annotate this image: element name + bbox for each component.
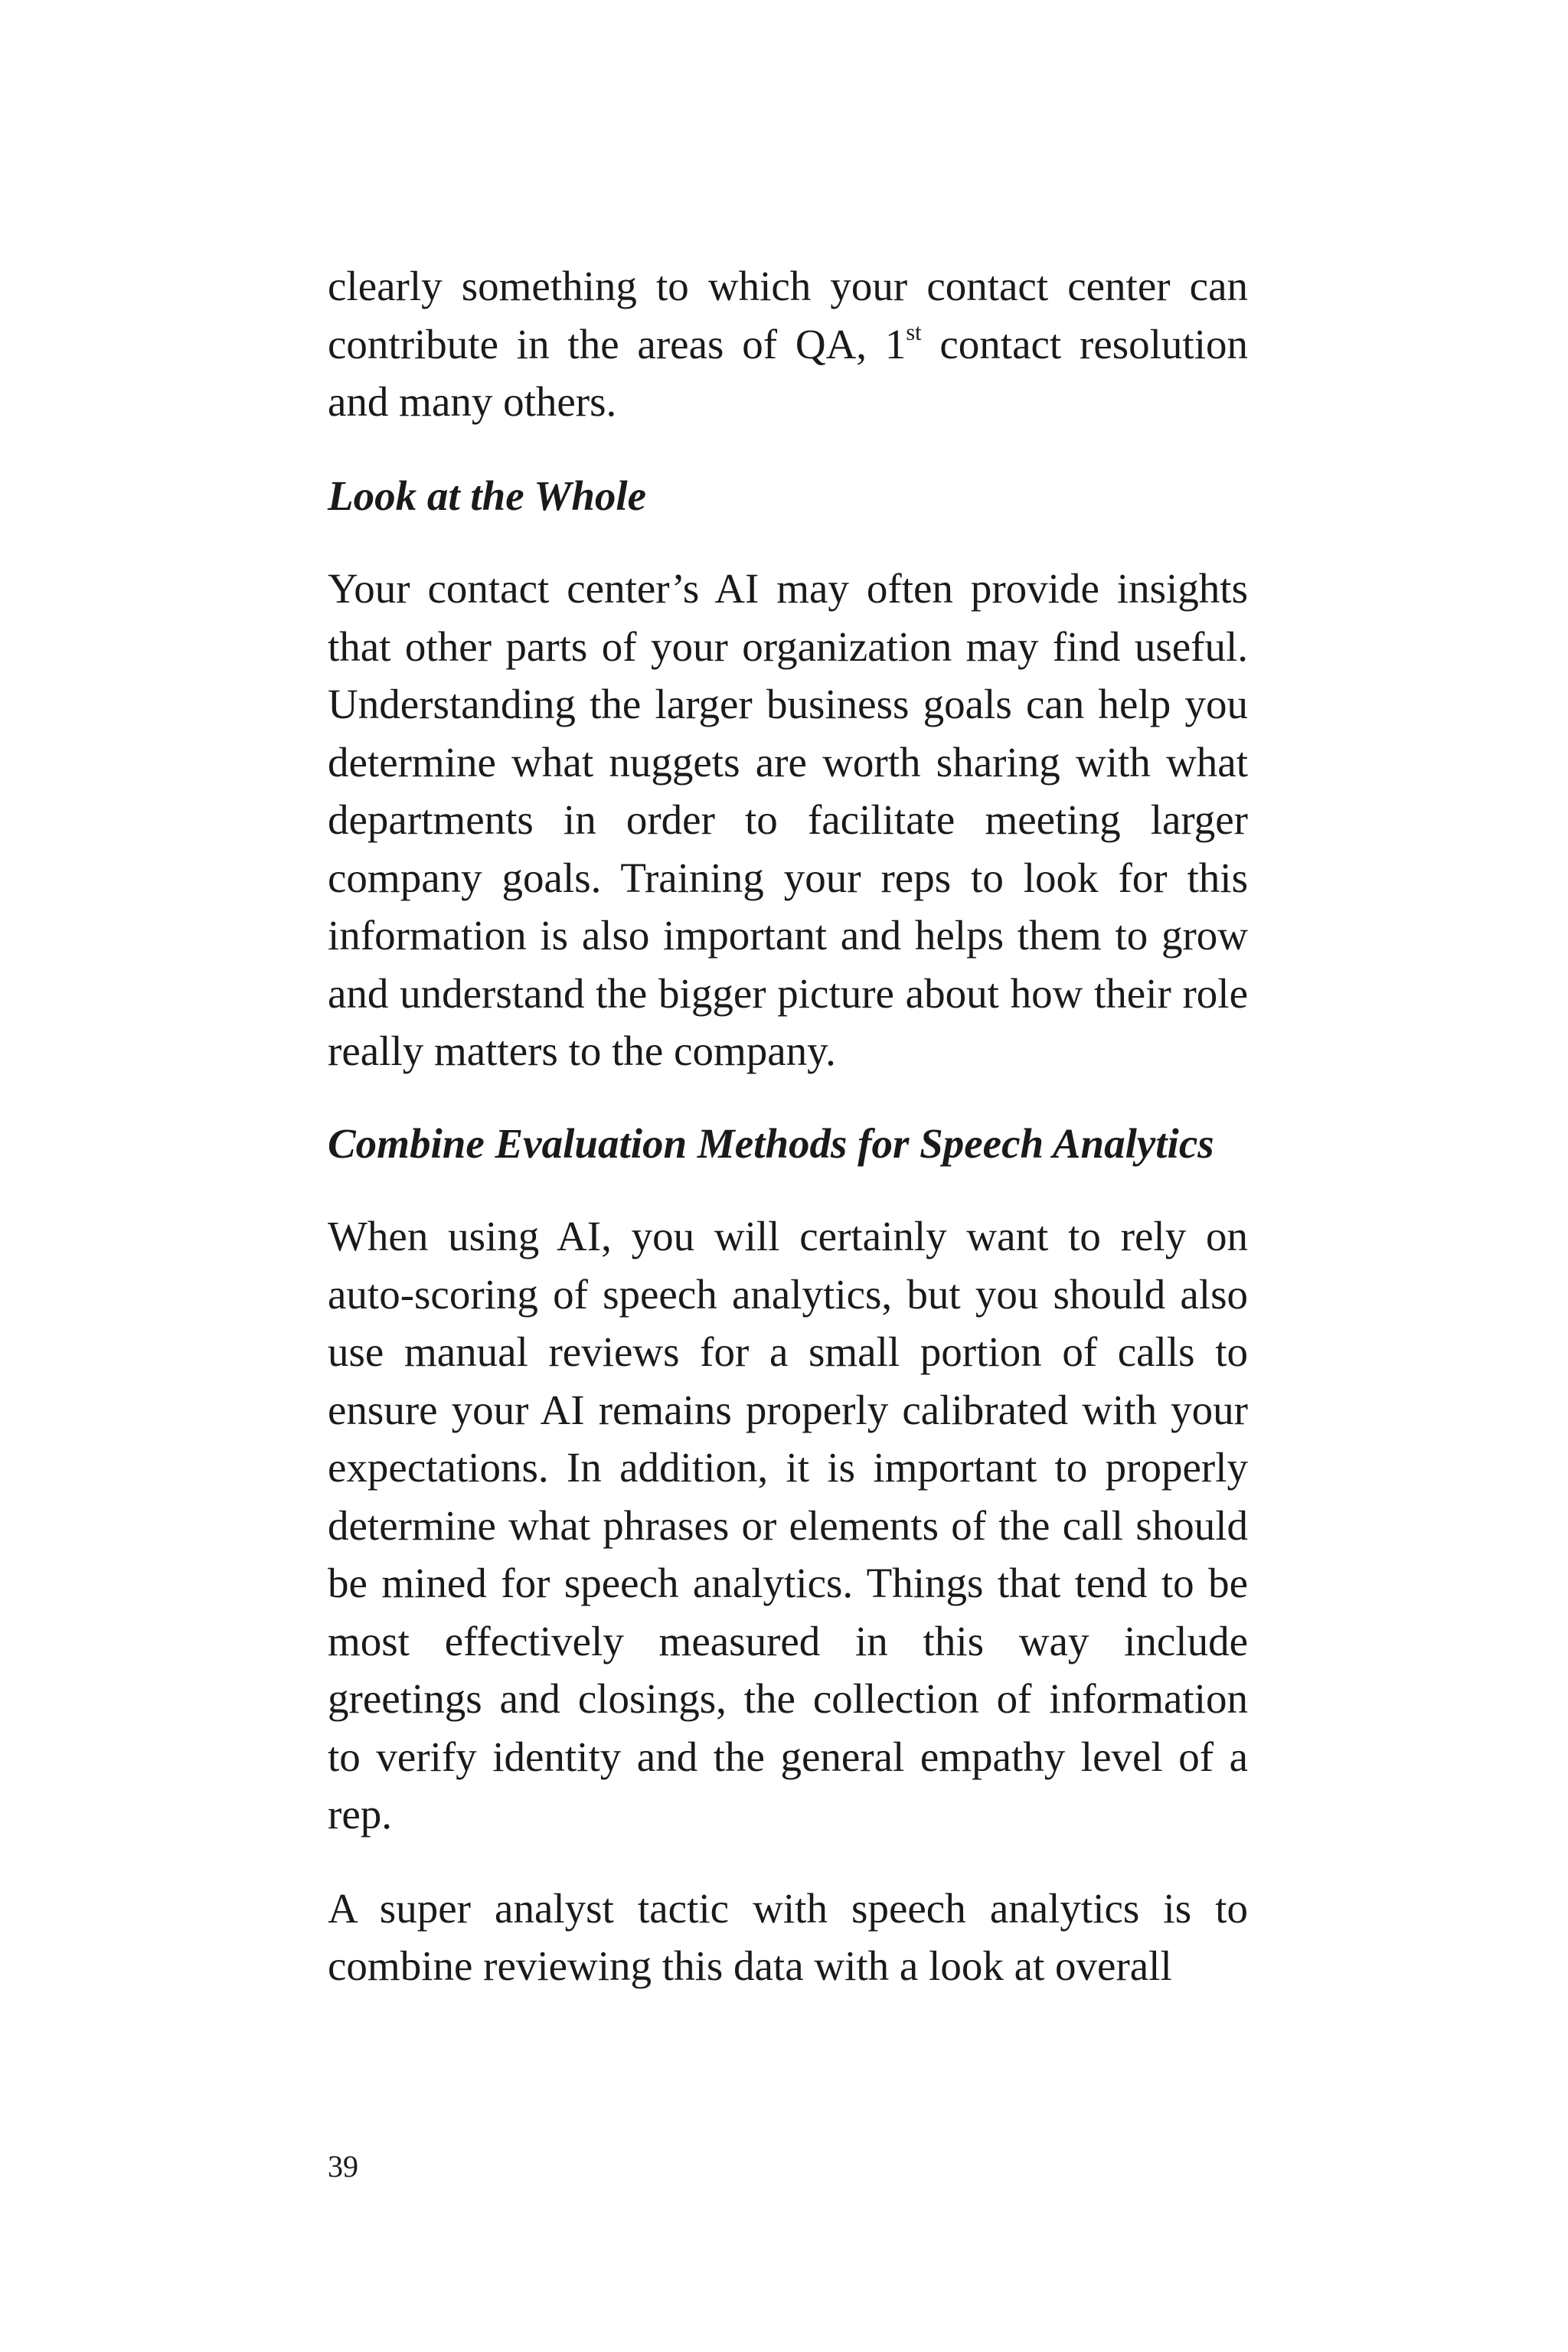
- section-heading-combine-evaluation-methods: Combine Evaluation Methods for Speech Analytics: [328, 1119, 1214, 1167]
- page-number: 39: [328, 2149, 358, 2184]
- paragraph-look-at-the-whole: Your contact center’s AI may often provide insights that other parts of your organization may find useful. Understanding the larger business goals can help you determine what nuggets are worth sharing with what departments in order to facilitate meeting larger company goals. Training your reps to look for this information is also important and helps them to grow and understand the bigger picture about how their role really matters to the company.: [328, 565, 1248, 1074]
- paragraph-combine-evaluation-methods: When using AI, you will certainly want to rely on auto-scoring of speech analytics, but you should also use manual reviews for a small portion of calls to ensure your AI remains properly calibrated with your expectations. In addition, it is important to properly determine what phrases or elements of the call should be mined for speech analytics. Things that tend to be most effectively measured in this way include greetings and closings, the collection of information to verify identity and the general empathy level of a rep.: [328, 1213, 1248, 1838]
- paragraph-super-analyst-tactic: A super analyst tactic with speech analytics is to combine reviewing this data with a look at overall: [328, 1884, 1248, 1989]
- paragraph-text: contact resolution and many others.: [328, 320, 1248, 425]
- ordinal-superscript: st: [906, 318, 922, 345]
- paragraph-text: clearly something to which your contact center can contribute in the areas of QA, 1: [328, 263, 1248, 368]
- text-column: [328, 257, 1248, 1995]
- paragraph-continued: [328, 257, 1248, 431]
- section-heading-look-at-the-whole: Look at the Whole: [328, 472, 647, 519]
